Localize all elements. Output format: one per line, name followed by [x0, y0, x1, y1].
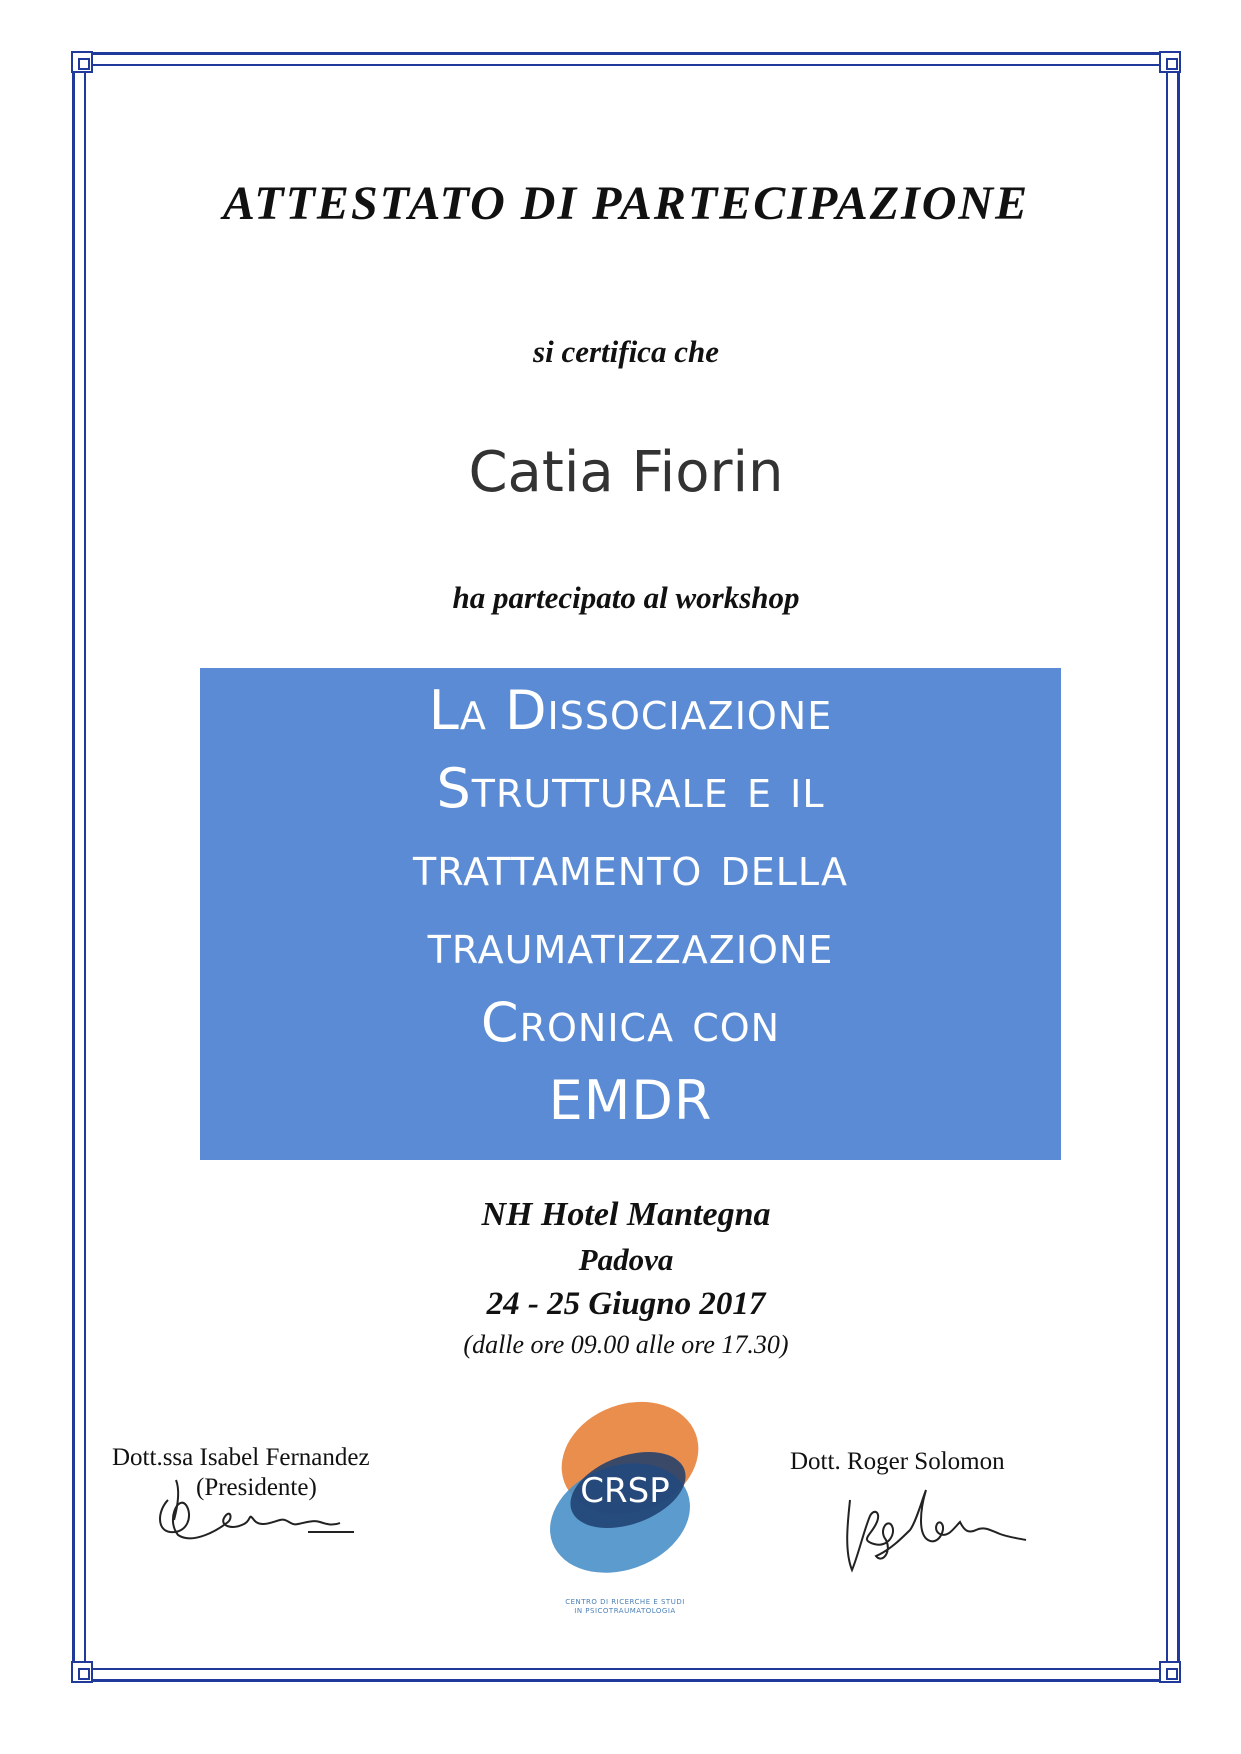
crsp-caption-line: CENTRO DI RICERCHE E STUDI [565, 1598, 685, 1606]
venue-name: NH Hotel Mantegna [481, 1196, 771, 1233]
right-signature-icon [830, 1460, 1030, 1590]
certificate-title: ATTESTATO DI PARTECIPAZIONE [222, 177, 1030, 230]
workshop-title-line: trattamento della [413, 835, 848, 898]
venue-city: Padova [578, 1242, 674, 1277]
left-signatory-role: (Presidente) [196, 1474, 317, 1501]
left-signature-icon [148, 1460, 368, 1550]
event-dates: 24 - 25 Giugno 2017 [486, 1286, 766, 1322]
event-hours: (dalle ore 09.00 alle ore 17.30) [463, 1330, 789, 1359]
workshop-title [200, 672, 1061, 1140]
participated-text: ha partecipato al workshop [452, 580, 800, 615]
crsp-logo-caption [520, 1598, 730, 1616]
corner-ornament-bottom-right [1159, 1661, 1181, 1683]
crsp-caption-line: IN PSICOTRAUMATOLOGIA [574, 1607, 676, 1615]
corner-ornament-top-left [71, 51, 93, 73]
participant-name: Catia Fiorin [468, 440, 784, 505]
workshop-title-line: Strutturale e il [436, 757, 825, 820]
workshop-title-line: traumatizzazione [427, 913, 834, 976]
workshop-title-line: Cronica con [480, 991, 781, 1054]
crsp-logo [530, 1400, 720, 1580]
certify-text: si certifica che [533, 334, 719, 369]
workshop-title-line: EMDR [548, 1069, 713, 1132]
right-signatory-name: Dott. Roger Solomon [790, 1448, 1005, 1475]
corner-ornament-top-right [1159, 51, 1181, 73]
crsp-logo-text: CRSP [580, 1471, 670, 1511]
workshop-title-line: La Dissociazione [428, 679, 833, 742]
left-signatory-name: Dott.ssa Isabel Fernandez [112, 1444, 370, 1471]
corner-ornament-bottom-left [71, 1661, 93, 1683]
